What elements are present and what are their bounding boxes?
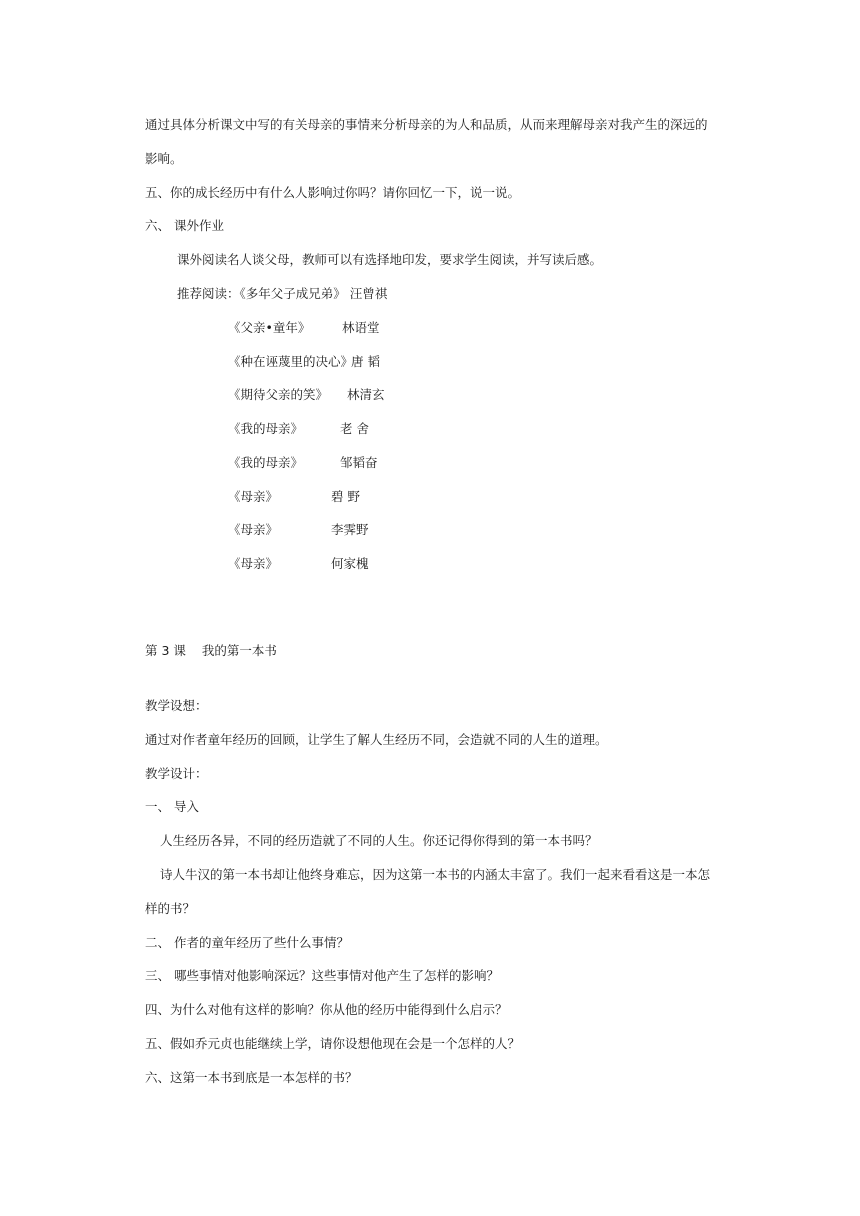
- lesson-heading: [145, 643, 277, 659]
- reading-book: 《种在诬蔑里的决心》: [228, 354, 354, 369]
- paragraph-1: 人生经历各异，不同的经历造就了不同的人生。你还记得你得到的第一本书吗？: [160, 833, 598, 848]
- reading-book: 《母亲》: [228, 489, 279, 504]
- reading-book: 《母亲》: [228, 522, 279, 537]
- lesson-number: 第 3 课: [145, 643, 186, 658]
- step-5: 五、假如乔元贞也能继续上学，请你设想他现在会是一个怎样的人？: [145, 1036, 521, 1051]
- reading-author: 老 舍: [340, 421, 369, 436]
- lesson-title: 我的第一本书: [201, 643, 277, 658]
- idea-label: 教学设想：: [145, 698, 208, 713]
- reading-book: 《母亲》: [228, 556, 279, 571]
- step-3: 三、 哪些事情对他影响深远？这些事情对他产生了怎样的影响？: [145, 968, 499, 983]
- reading-author: 李霁野: [331, 522, 369, 537]
- intro-line-2: 影响。: [145, 151, 183, 166]
- reading-author: 何家槐: [331, 556, 369, 571]
- reading-author: 唐 韬: [351, 354, 380, 369]
- step-6: 六、这第一本书到底是一本怎样的书？: [145, 1070, 358, 1085]
- idea-text: 通过对作者童年经历的回顾，让学生了解人生经历不同，会造就不同的人生的道理。: [145, 732, 608, 747]
- reading-book: 《我的母亲》: [228, 455, 304, 470]
- step-1: 一、 导入: [145, 799, 199, 814]
- paragraph-2-line-1: 诗人牛汉的第一本书却让他终身难忘，因为这第一本书的内涵太丰富了。我们一起来看看这是一本怎: [160, 867, 711, 882]
- homework-text: 课外阅读名人谈父母，教师可以有选择地印发，要求学生阅读，并写读后感。: [177, 252, 603, 267]
- question-5: 五、你的成长经历中有什么人影响过你吗？请你回忆一下，说一说。: [145, 185, 521, 200]
- reading-book: 《期待父亲的笑》: [228, 387, 329, 402]
- reading-author: 邹韬奋: [340, 455, 378, 470]
- reading-book: 《我的母亲》: [228, 421, 304, 436]
- step-2: 二、 作者的童年经历了些什么事情？: [145, 935, 349, 950]
- reading-book: 《父亲•童年》: [228, 320, 311, 335]
- paragraph-2-line-2: 样的书？: [145, 901, 196, 916]
- reading-author: 碧 野: [331, 489, 360, 504]
- reading-label: 推荐阅读：《多年父子成兄弟》 汪曾祺: [177, 286, 388, 301]
- reading-author: 林语堂: [342, 320, 380, 335]
- question-6: 六、 课外作业: [145, 218, 224, 233]
- intro-line-1: 通过具体分析课文中写的有关母亲的事情来分析母亲的为人和品质，从而来理解母亲对我产生的深远的: [145, 117, 708, 132]
- step-4: 四、为什么对他有这样的影响？你从他的经历中能得到什么启示？: [145, 1002, 508, 1017]
- reading-author: 林清玄: [347, 387, 385, 402]
- design-label: 教学设计：: [145, 766, 208, 781]
